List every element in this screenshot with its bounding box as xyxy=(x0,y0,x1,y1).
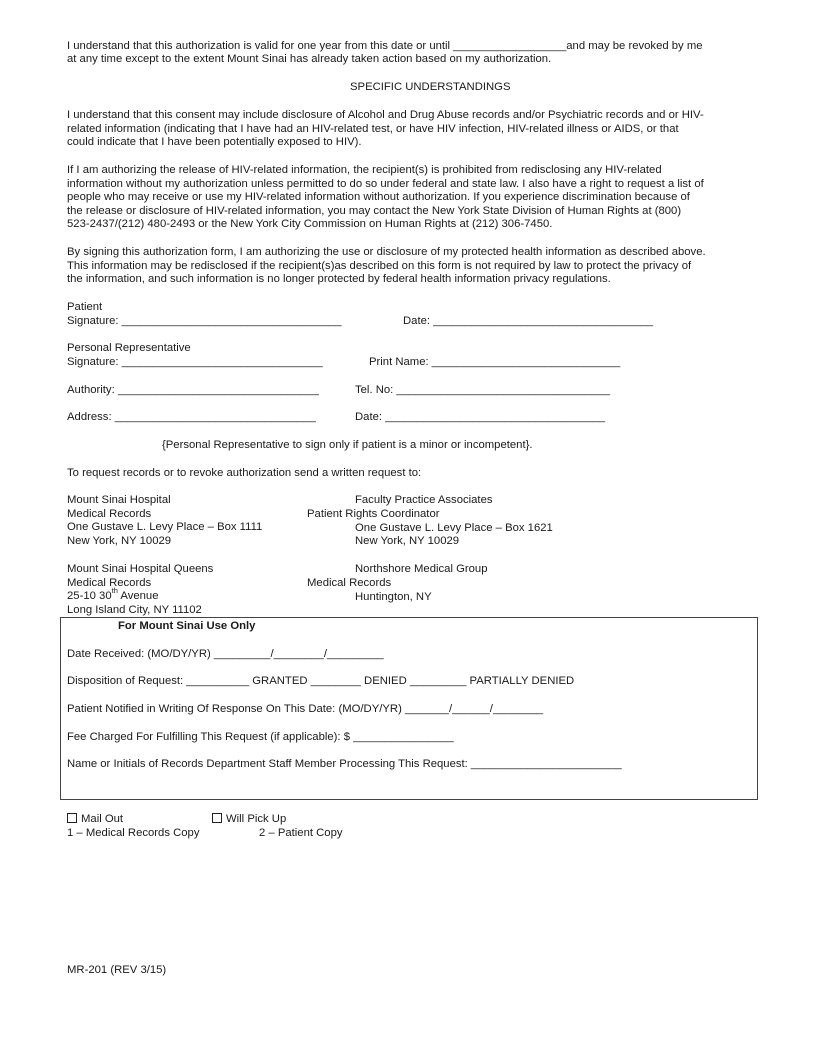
address-northshore-dept: Medical Records xyxy=(307,577,392,589)
street-number: 25-10 30 xyxy=(67,590,112,603)
date-received-field[interactable]: Date Received: (MO/DY/YR) _________/________/_________ xyxy=(67,648,384,660)
rep-signature-field[interactable]: Signature: ________________________________ xyxy=(67,356,323,368)
address-line: Medical Records xyxy=(67,507,152,520)
address-fpa-coordinator: Patient Rights Coordinator xyxy=(307,508,440,520)
paragraph-line: 523-2437/(212) 480-2493 or the New York City Commission on Human Rights at (212) 306-7450. xyxy=(67,218,553,231)
address-line xyxy=(67,586,213,604)
will-pick-up-option[interactable] xyxy=(212,813,286,827)
copy-1-label: 1 – Medical Records Copy xyxy=(67,827,200,839)
office-use-title: For Mount Sinai Use Only xyxy=(118,620,256,632)
hiv-paragraph xyxy=(67,164,752,232)
rep-note: {Personal Representative to sign only if patient is a minor or incompetent}. xyxy=(162,439,533,451)
rep-print-name-field[interactable]: Print Name: ______________________________ xyxy=(369,356,621,368)
will-pick-up-checkbox[interactable] xyxy=(212,813,222,823)
paragraph-line: the information, and such information is no longer protected by federal health information privacy regulations. xyxy=(67,273,611,286)
patient-label: Patient xyxy=(67,301,103,313)
address-fpa-name: Faculty Practice Associates xyxy=(355,494,493,506)
staff-member-field[interactable]: Name or Initials of Records Department Staff Member Processing This Request: ________________________ xyxy=(67,758,622,770)
paragraph-line: information without my authorization unless permitted to do so under federal and state law. I also have a right to request a list of xyxy=(67,177,704,190)
authority-field[interactable]: Authority: ________________________________ xyxy=(67,384,319,396)
mail-out-label: Mail Out xyxy=(81,813,124,825)
ordinal-suffix: th xyxy=(111,586,118,596)
paragraph-line: If I am authorizing the release of HIV-related information, the recipient(s) is prohibited from redisclosing any HIV-related xyxy=(67,164,662,176)
specific-understandings-heading: SPECIFIC UNDERSTANDINGS xyxy=(350,81,511,93)
patient-signature-field[interactable]: Signature: ___________________________________ xyxy=(67,315,342,327)
address-line: Mount Sinai Hospital xyxy=(67,494,171,506)
street-suffix: Avenue xyxy=(117,590,159,603)
address-fpa-city: New York, NY 10029 xyxy=(355,535,460,547)
paragraph-line: By signing this authorization form, I am authorizing the use or disclosure of my protected health information as described above. xyxy=(67,246,706,258)
address-queens xyxy=(67,563,213,617)
address-field[interactable]: Address: ________________________________ xyxy=(67,411,316,423)
address-line: Long Island City, NY 11102 xyxy=(67,603,202,616)
address-mount-sinai-hospital xyxy=(67,494,262,548)
signing-paragraph xyxy=(67,246,752,287)
mail-out-option[interactable] xyxy=(67,813,123,827)
paragraph-line: people who may receive or use my HIV-related information without authorization. If you experience discrimination because of xyxy=(67,191,690,204)
paragraph-line: related information (indicating that I have had an HIV-related test, or have HIV infection, HIV-related illness or AIDS, or that xyxy=(67,122,679,135)
mail-out-checkbox[interactable] xyxy=(67,813,77,823)
will-pick-up-label: Will Pick Up xyxy=(226,813,287,825)
rep-label: Personal Representative xyxy=(67,342,191,354)
address-line: New York, NY 10029 xyxy=(67,534,172,547)
paragraph-line: the release or disclosure of HIV-related information, you may contact the New York State Division of Human Rights at (800) xyxy=(67,204,682,217)
copy-2-label: 2 – Patient Copy xyxy=(259,827,343,839)
fee-charged-field[interactable]: Fee Charged For Fulfilling This Request (if applicable): $ ________________ xyxy=(67,731,454,743)
validity-line-2: at any time except to the extent Mount Sinai has already taken action based on my authorization. xyxy=(67,53,552,65)
paragraph-line: This information may be redisclosed if the recipient(s)as described on this form is not required by law to protect the privacy of xyxy=(67,259,692,272)
paragraph-line: I understand that this consent may include disclosure of Alcohol and Drug Abuse records and/or Psychiatric records and or HIV- xyxy=(67,109,704,121)
request-intro: To request records or to revoke authorization send a written request to: xyxy=(67,467,422,479)
tel-no-field[interactable]: Tel. No: __________________________________ xyxy=(355,384,611,396)
paragraph-line: could indicate that I have been potentially exposed to HIV). xyxy=(67,136,362,149)
patient-notified-field[interactable]: Patient Notified in Writing Of Response On This Date: (MO/DY/YR) _______/______/________ xyxy=(67,703,544,715)
disposition-field[interactable]: Disposition of Request: __________ GRANTED ________ DENIED _________ PARTIALLY DENIED xyxy=(67,675,575,687)
consent-paragraph xyxy=(67,109,752,150)
address-northshore-city: Huntington, NY xyxy=(355,591,432,603)
validity-line-1: I understand that this authorization is valid for one year from this date or until __________________and may be revoked by me xyxy=(67,40,703,52)
address-line: Mount Sinai Hospital Queens xyxy=(67,563,214,575)
address-line: One Gustave L. Levy Place – Box 1111 xyxy=(67,521,263,534)
address-fpa-street: One Gustave L. Levy Place – Box 1621 xyxy=(355,522,553,534)
address-line: Medical Records xyxy=(67,576,152,589)
patient-date-field[interactable]: Date: ___________________________________ xyxy=(403,315,654,327)
rep-date-field[interactable]: Date: ___________________________________ xyxy=(355,411,606,423)
address-northshore-name: Northshore Medical Group xyxy=(355,563,488,575)
form-number: MR-201 (REV 3/15) xyxy=(67,964,167,976)
